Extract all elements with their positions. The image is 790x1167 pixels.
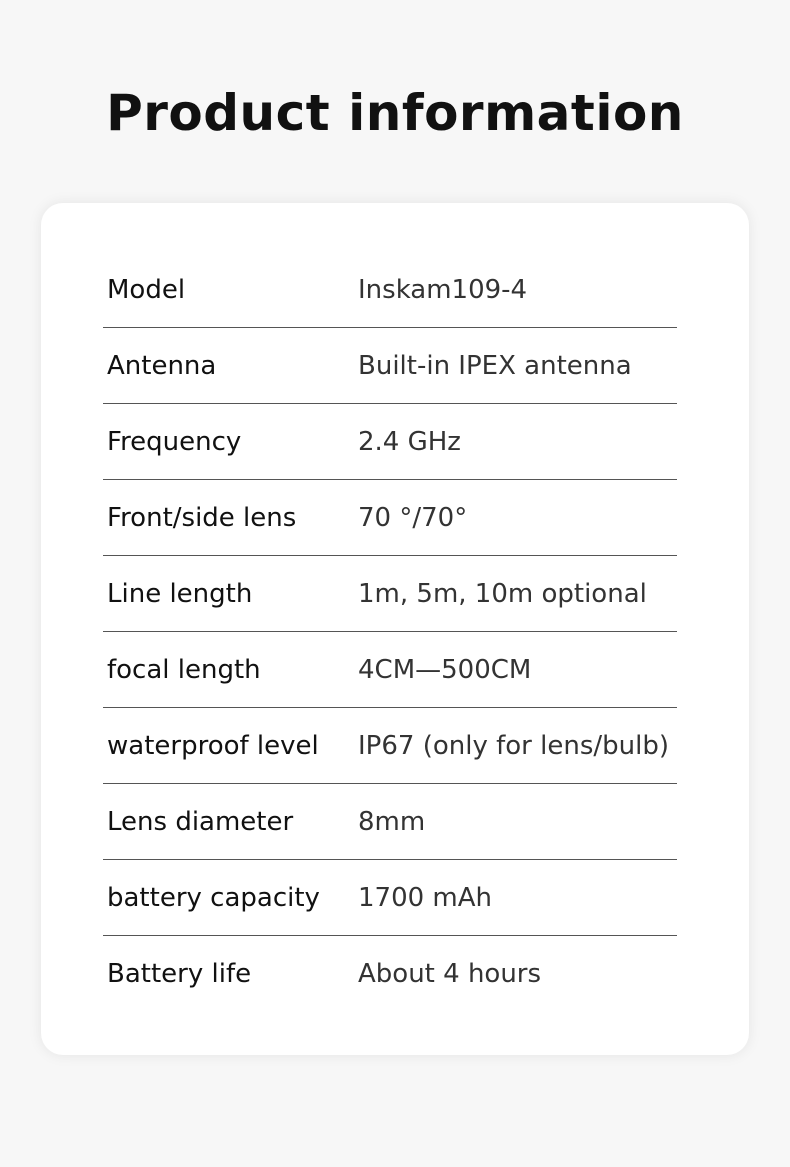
spec-row-focal-length <box>103 632 677 708</box>
spec-label: Lens diameter <box>107 807 294 837</box>
spec-label: battery capacity <box>107 883 320 913</box>
spec-value: 4CM—500CM <box>358 655 532 685</box>
spec-row-frequency <box>103 404 677 480</box>
spec-label: focal length <box>107 655 261 685</box>
spec-value: IP67 (only for lens/bulb) <box>358 731 669 761</box>
spec-value: Built-in IPEX antenna <box>358 351 632 381</box>
spec-row-model <box>103 252 677 328</box>
spec-row-lens-diameter <box>103 784 677 860</box>
page-title: Product information <box>106 84 684 142</box>
spec-label: Frequency <box>107 427 242 457</box>
spec-label: Front/side lens <box>107 503 297 533</box>
spec-table <box>103 252 677 1012</box>
spec-card <box>41 203 749 1055</box>
spec-value: 1700 mAh <box>358 883 493 913</box>
spec-row-line-length <box>103 556 677 632</box>
spec-label: waterproof level <box>107 731 319 761</box>
spec-row-battery-capacity <box>103 860 677 936</box>
spec-row-antenna <box>103 328 677 404</box>
spec-row-waterproof <box>103 708 677 784</box>
spec-row-battery-life <box>103 936 677 1012</box>
spec-label: Model <box>107 275 186 305</box>
spec-label: Line length <box>107 579 253 609</box>
spec-row-lens-angle <box>103 480 677 556</box>
spec-value: 8mm <box>358 807 426 837</box>
spec-value: About 4 hours <box>358 959 542 989</box>
spec-label: Antenna <box>107 351 217 381</box>
spec-value: 1m, 5m, 10m optional <box>358 579 647 609</box>
spec-value: Inskam109-4 <box>358 275 528 305</box>
spec-value: 2.4 GHz <box>358 427 461 457</box>
spec-value: 70 °/70° <box>358 503 468 533</box>
spec-label: Battery life <box>107 959 252 989</box>
